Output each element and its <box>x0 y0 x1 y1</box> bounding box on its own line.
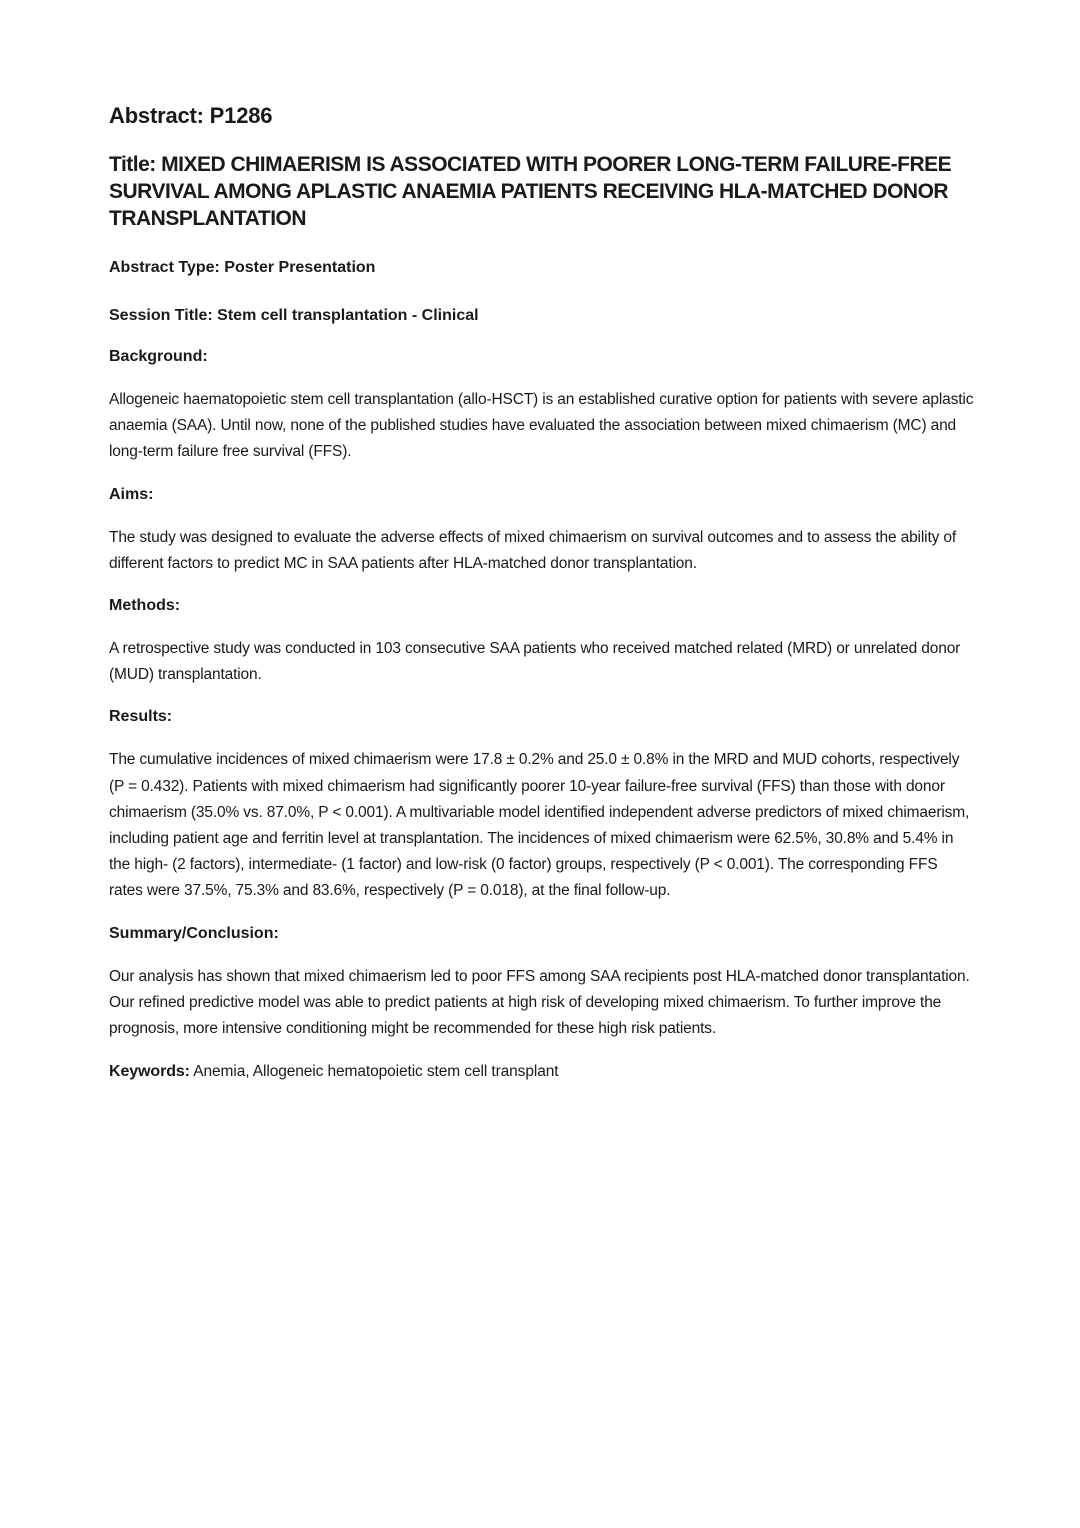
section-background <box>109 345 975 466</box>
abstract-title: Title: MIXED CHIMAERISM IS ASSOCIATED WITH POORER LONG-TERM FAILURE-FREE SURVIVAL AMONG APLASTIC ANAEMIA PATIENTS RECEIVING HLA-MATCHED DONOR TRANSPLANTATION <box>109 153 952 230</box>
section-heading: Aims: <box>109 485 154 503</box>
section-methods <box>109 594 975 688</box>
section-heading: Background: <box>109 348 208 365</box>
section-text: The cumulative incidences of mixed chimaerism were 17.8 ± 0.2% and 25.0 ± 0.8% in the MRD and MUD cohorts, respectively (P = 0.432). Patients with mixed chimaerism had significantly poorer 10-year failure-free survival (FFS) than those with donor chimaerism (35.0% vs. 87.0%, P < 0.001). A multivariable model identified independent adverse predictors of mixed chimaerism, including patient age and ferritin level at transplantation. The incidences of mixed chimaerism were 62.5%, 30.8% and 5.4% in the high- (2 factors), intermediate- (1 factor) and low-risk (0 factor) groups, respectively (P < 0.001). The corresponding FFS rates were 37.5%, 75.3% and 83.6%, respectively (P = 0.018), at the final follow-up. <box>109 751 970 900</box>
section-text: A retrospective study was conducted in 103 consecutive SAA patients who received matched related (MRD) or unrelated donor (MUD) transplantation. <box>109 640 961 684</box>
keywords-label: Keywords: <box>109 1063 190 1081</box>
section-heading: Results: <box>109 708 173 726</box>
abstract-type: Abstract Type: Poster Presentation <box>109 259 376 276</box>
section-conclusion <box>109 922 975 1043</box>
section-results <box>109 705 975 904</box>
section-text: The study was designed to evaluate the adverse effects of mixed chimaerism on survival outcomes and to assess the ability of different factors to predict MC in SAA patients after HLA-matched donor transplantation. <box>109 528 956 572</box>
abstract-page <box>109 100 975 1085</box>
section-heading: Methods: <box>109 597 181 615</box>
section-text: Allogeneic haematopoietic stem cell transplantation (allo-HSCT) is an established curative option for patients with severe aplastic anaemia (SAA). Until now, none of the published studies have evaluated the association between mixed chimaerism (MC) and long-term failure free survival (FFS). <box>109 391 974 461</box>
keywords-text: Anemia, Allogeneic hematopoietic stem cell transplant <box>189 1063 559 1081</box>
abstract-id: Abstract: P1286 <box>109 103 273 128</box>
keywords <box>109 1059 975 1085</box>
section-heading: Summary/Conclusion: <box>109 924 279 942</box>
section-aims <box>109 483 975 577</box>
session-title: Session Title: Stem cell transplantation - Clinical <box>109 307 479 324</box>
section-text: Our analysis has shown that mixed chimaerism led to poor FFS among SAA recipients post HLA-matched donor transplantation. Our refined predictive model was able to predict patients at high risk of developing mixed chimaerism. To further improve the prognosis, more intensive conditioning might be recommended for these high risk patients. <box>109 967 970 1038</box>
